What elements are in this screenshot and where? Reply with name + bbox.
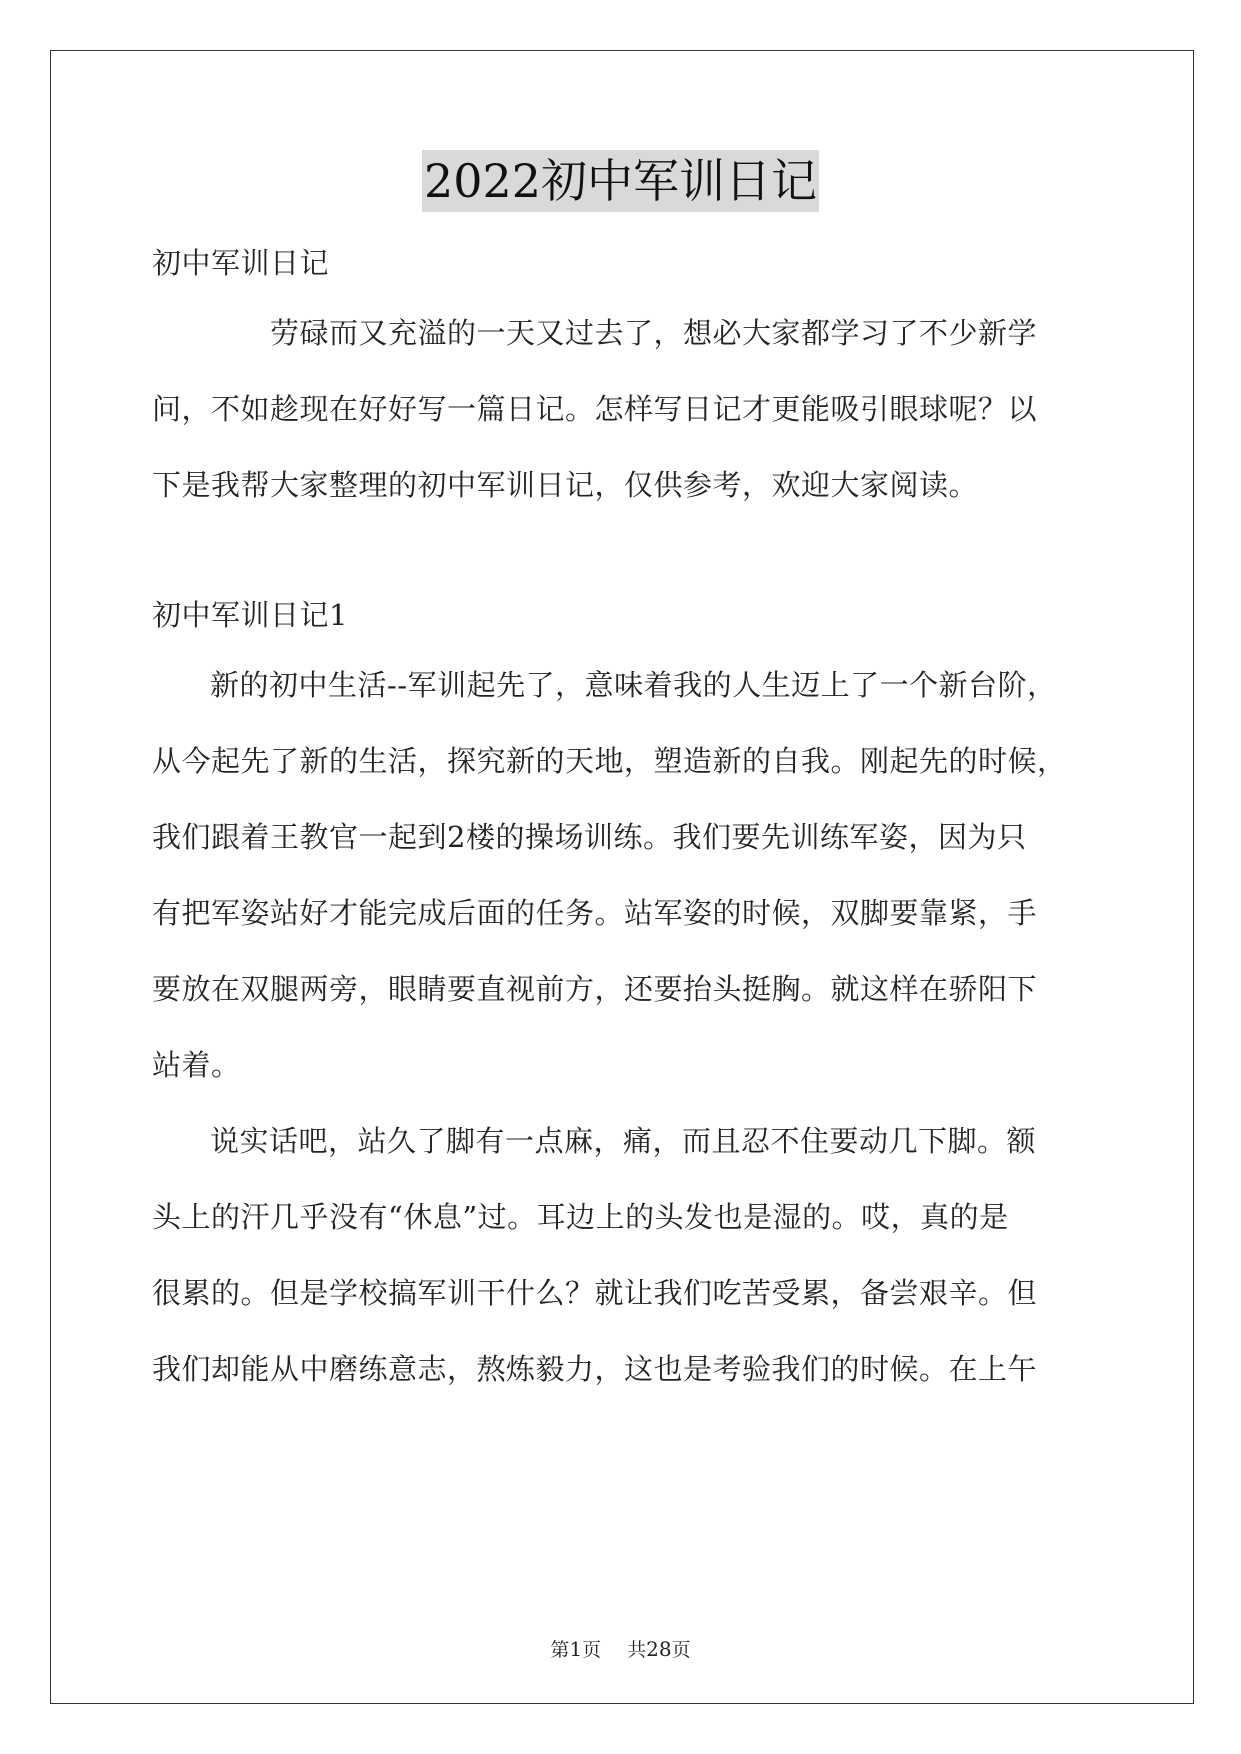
paragraph-line: 说实话吧，站久了脚有一点麻，痛，而且忍不住要动几下脚。额: [210, 1124, 1037, 1158]
title-container: [0, 150, 1241, 212]
page-border: [50, 50, 1194, 1704]
paragraph-line: 要放在双腿两旁，眼睛要直视前方，还要抬头挺胸。就这样在骄阳下: [152, 972, 1038, 1006]
current-page-number: 1: [569, 1637, 583, 1661]
paragraph-line: 头上的汗几乎没有“休息”过。耳边上的头发也是湿的。哎，真的是: [152, 1200, 1009, 1234]
footer-total-prefix: 共: [627, 1639, 647, 1661]
document-subtitle: 初中军训日记: [152, 246, 330, 280]
intro-line: 问，不如趁现在好好写一篇日记。怎样写日记才更能吸引眼球呢？以: [152, 392, 1038, 426]
footer-total-unit: 页: [671, 1639, 691, 1661]
document-title: 2022初中军训日记: [422, 150, 819, 212]
paragraph-line: 我们却能从中磨练意志，熬炼毅力，这也是考验我们的时候。在上午: [152, 1352, 1038, 1386]
paragraph-line: 站着。: [152, 1048, 241, 1082]
paragraph-line: 很累的。但是学校搞军训干什么？就让我们吃苦受累，备尝艰辛。但: [152, 1276, 1038, 1310]
intro-line: 劳碌而又充溢的一天又过去了，想必大家都学习了不少新学: [270, 316, 1038, 350]
total-pages-number: 28: [646, 1637, 672, 1661]
paragraph-line: 从今起先了新的生活，探究新的天地，塑造新的自我。刚起先的时候，: [152, 744, 1067, 778]
section-heading: 初中军训日记1: [152, 598, 348, 632]
paragraph-line: 我们跟着王教官一起到2楼的操场训练。我们要先训练军姿，因为只: [152, 820, 1027, 854]
intro-line: 下是我帮大家整理的初中军训日记，仅供参考，欢迎大家阅读。: [152, 468, 979, 502]
page-footer: [0, 1635, 1241, 1662]
paragraph-line: 新的初中生活--军训起先了，意味着我的人生迈上了一个新台阶，: [210, 668, 1057, 702]
paragraph-line: 有把军姿站好才能完成后面的任务。站军姿的时候，双脚要靠紧，手: [152, 896, 1038, 930]
footer-prefix: 第: [550, 1639, 570, 1661]
footer-page-unit: 页: [582, 1639, 602, 1661]
